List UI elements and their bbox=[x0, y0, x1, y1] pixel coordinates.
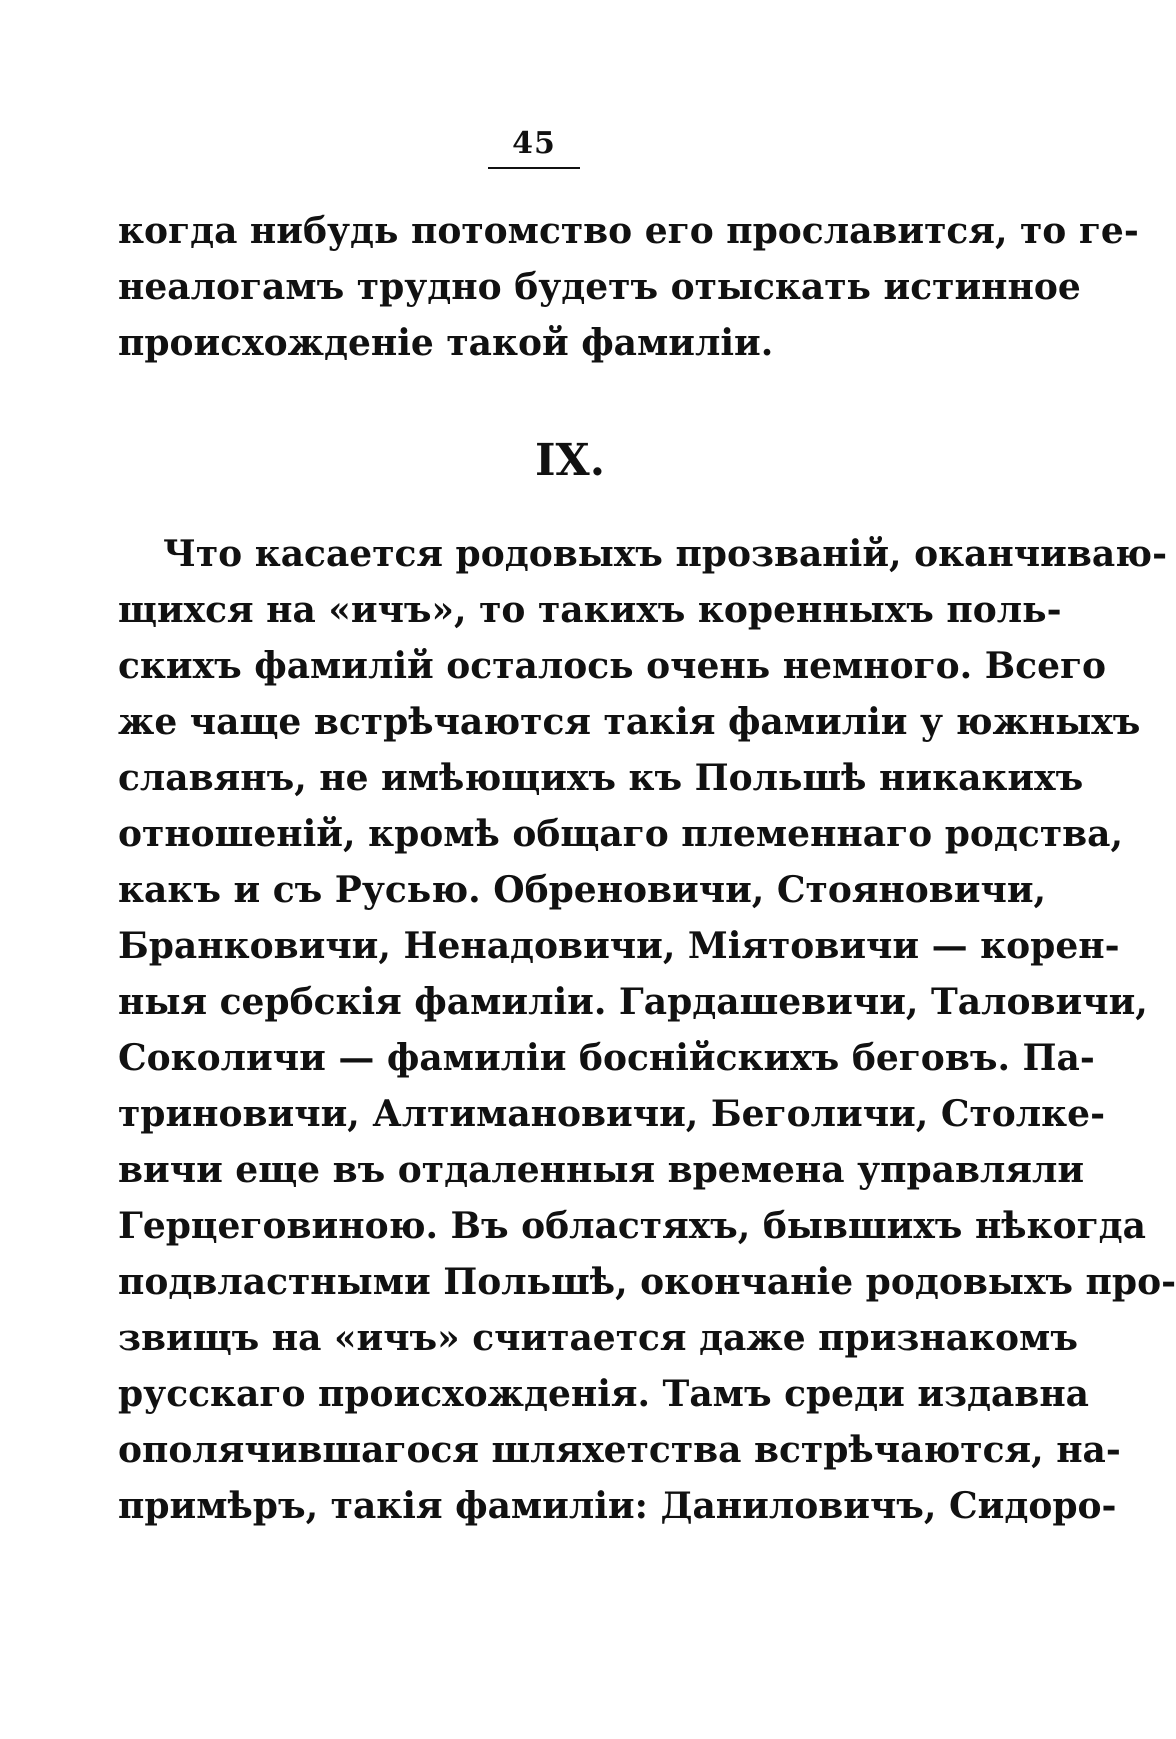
text-line: же чаще встрѣчаются такія фамиліи у южныхъ bbox=[118, 701, 1141, 743]
text-line: подвластными Польшѣ, окончаніе родовыхъ про- bbox=[118, 1261, 1176, 1303]
page-number-rule bbox=[488, 167, 580, 169]
text-line: Герцеговиною. Въ областяхъ, бывшихъ нѣкогда bbox=[118, 1205, 1147, 1247]
text-line: какъ и съ Русью. Обреновичи, Стояновичи, bbox=[118, 869, 1047, 911]
text-line: триновичи, Алтимановичи, Беголичи, Столке- bbox=[118, 1093, 1106, 1135]
text-line: Бранковичи, Ненадовичи, Міятовичи — корен- bbox=[118, 925, 1120, 967]
text-line: Соколичи — фамиліи боснійскихъ беговъ. Па- bbox=[118, 1037, 1095, 1079]
page-number: 45 bbox=[512, 126, 556, 161]
text-line: примѣръ, такія фамиліи: Даниловичъ, Сидоро- bbox=[118, 1485, 1117, 1527]
text-line: когда нибудь потомство его прославится, то ге- bbox=[118, 210, 1139, 252]
text-line: вичи еще въ отдаленныя времена управляли bbox=[118, 1149, 1085, 1191]
text-line: неалогамъ трудно будетъ отыскать истинное bbox=[118, 266, 1081, 308]
text-line: скихъ фамилій осталось очень немного. Всего bbox=[118, 645, 1107, 687]
text-line: звищъ на «ичъ» считается даже признакомъ bbox=[118, 1317, 1078, 1359]
text-line: щихся на «ичъ», то такихъ коренныхъ поль- bbox=[118, 589, 1062, 631]
text-line: ныя сербскія фамиліи. Гардашевичи, Таловичи, bbox=[118, 981, 1148, 1023]
text-line: славянъ, не имѣющихъ къ Польшѣ никакихъ bbox=[118, 757, 1084, 799]
text-line: русскаго происхожденія. Тамъ среди издавна bbox=[118, 1373, 1089, 1415]
text-line: ополячившагося шляхетства встрѣчаются, на- bbox=[118, 1429, 1121, 1471]
text-line: происхожденіе такой фамиліи. bbox=[118, 322, 774, 364]
section-heading: IX. bbox=[534, 435, 606, 486]
text-line: отношеній, кромѣ общаго племеннаго родства, bbox=[118, 813, 1123, 855]
text-line: Что касается родовыхъ прозваній, оканчиваю- bbox=[163, 533, 1168, 575]
